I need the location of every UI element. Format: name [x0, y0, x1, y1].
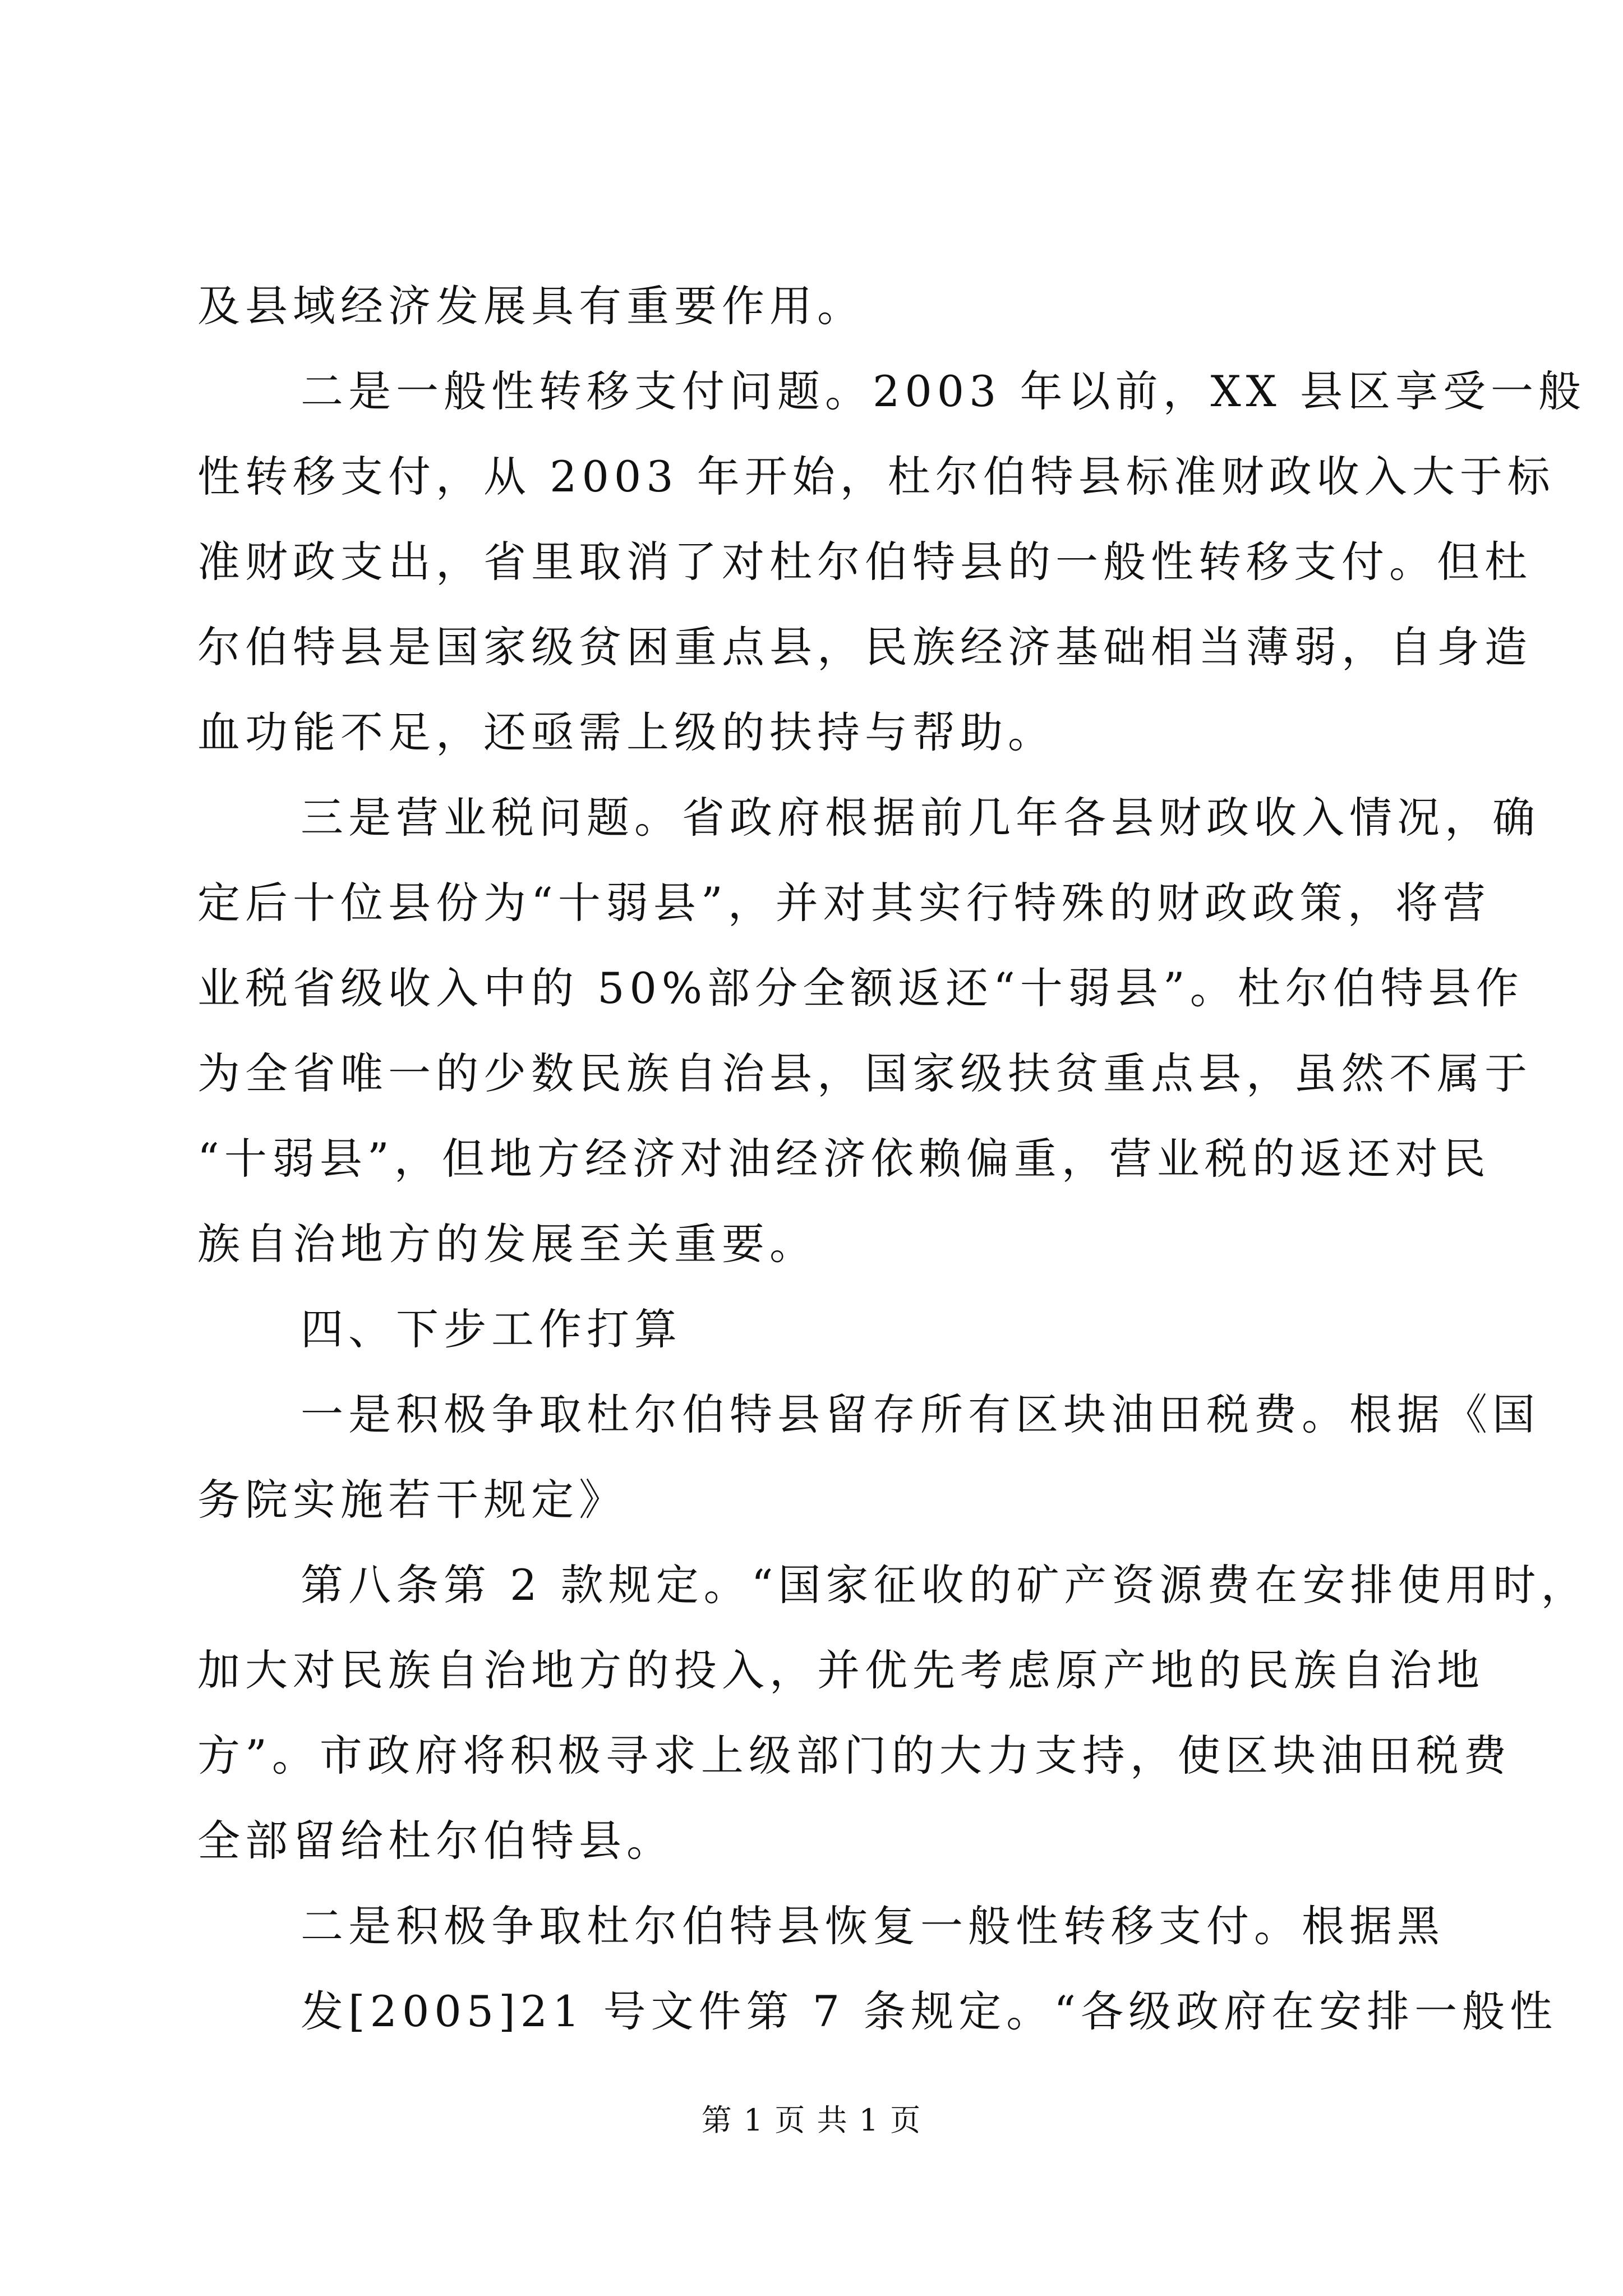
text-line: 准财政支出，省里取消了对杜尔伯特县的一般性转移支付。但杜	[197, 537, 1532, 587]
text-line: 业税省级收入中的 50%部分全额返还“十弱县”。杜尔伯特县作	[197, 963, 1524, 1013]
text-line: 方”。市政府将积极寻求上级部门的大力支持，使区块油田税费	[197, 1731, 1511, 1780]
text-line: 三是营业税问题。省政府根据前几年各县财政收入情况，确	[301, 793, 1540, 843]
text-line: 二是一般性转移支付问题。2003 年以前，XX 县区享受一般	[301, 366, 1586, 416]
text-line: 务院实施若干规定》	[197, 1475, 626, 1525]
text-line: 加大对民族自治地方的投入，并优先考虑原产地的民族自治地	[197, 1645, 1484, 1695]
text-line: 第八条第 2 款规定。“国家征收的矿产资源费在安排使用时，	[301, 1560, 1589, 1610]
text-line: 为全省唯一的少数民族自治县，国家级扶贫重点县，虽然不属于	[197, 1048, 1532, 1098]
document-body	[197, 264, 1589, 2054]
text-line: 二是积极争取杜尔伯特县恢复一般性转移支付。根据黑	[301, 1901, 1445, 1951]
section-heading: 四、下步工作打算	[301, 1304, 682, 1354]
text-line: 及县域经济发展具有重要作用。	[197, 281, 865, 331]
text-line: 全部留给杜尔伯特县。	[197, 1816, 674, 1866]
text-line: 定后十位县份为“十弱县”，并对其实行特殊的财政政策，将营	[197, 878, 1491, 928]
text-line: 血功能不足，还亟需上级的扶持与帮助。	[197, 707, 1055, 757]
page-number-footer: 第 1 页 共 1 页	[701, 2102, 922, 2138]
text-line: 发[2005]21 号文件第 7 条规定。“各级政府在安排一般性	[301, 1986, 1558, 2036]
text-line: 一是积极争取杜尔伯特县留存所有区块油田税费。根据《国	[301, 1389, 1540, 1439]
text-line: 族自治地方的发展至关重要。	[197, 1219, 817, 1269]
text-line: 性转移支付，从 2003 年开始，杜尔伯特县标准财政收入大于标	[197, 452, 1555, 501]
text-line: “十弱县”，但地方经济对油经济依赖偏重，营业税的返还对民	[197, 1134, 1491, 1184]
text-line: 尔伯特县是国家级贫困重点县，民族经济基础相当薄弱，自身造	[197, 622, 1532, 672]
